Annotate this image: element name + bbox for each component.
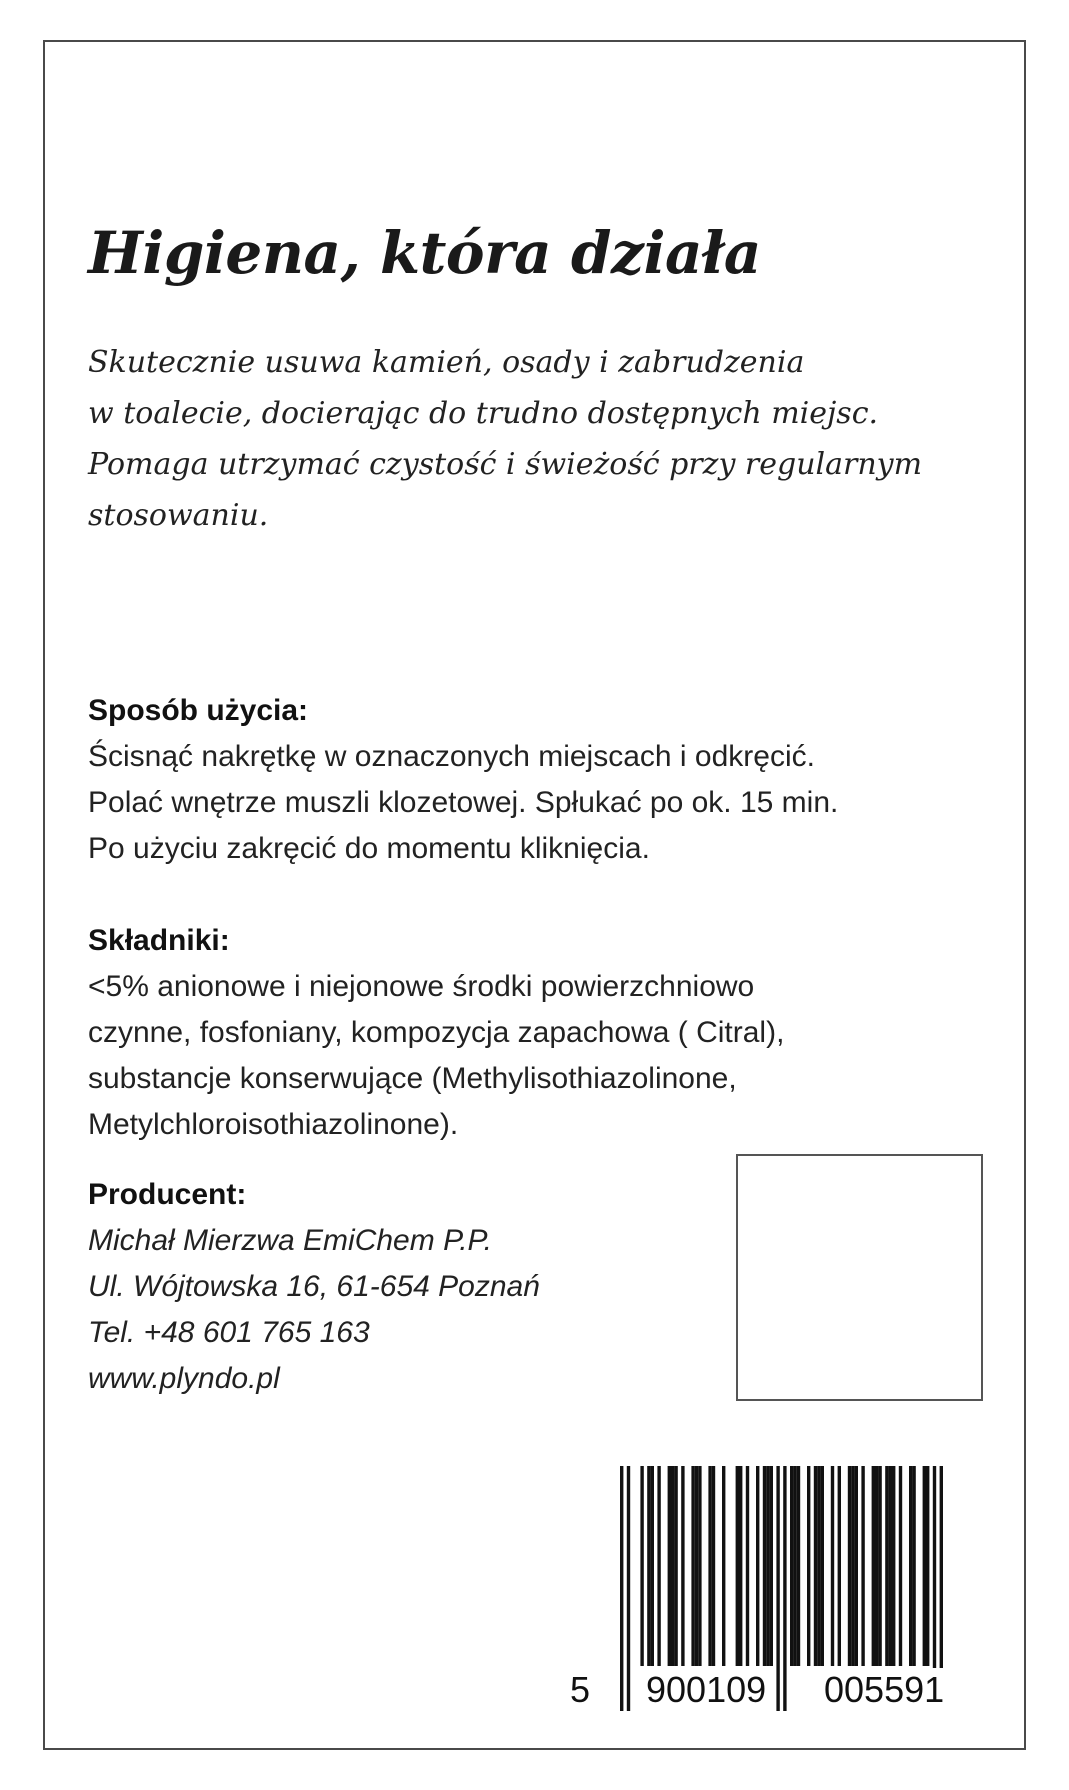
usage-line: Ścisnąć nakrętkę w oznaczonych miejscach i odkręcić. — [88, 740, 815, 773]
intro-line: Pomaga utrzymać czystość i świeżość przy regularnym — [88, 447, 923, 482]
barcode-bar — [783, 1466, 786, 1711]
ingredients-section — [88, 918, 968, 1148]
barcode-bar — [821, 1466, 824, 1666]
barcode-bar — [831, 1466, 834, 1666]
qr-code-placeholder — [736, 1154, 983, 1401]
barcode-bar — [912, 1466, 915, 1666]
barcode-bar — [668, 1466, 671, 1666]
barcode-bar — [657, 1466, 660, 1666]
barcode-bar — [647, 1466, 650, 1666]
barcode-bar — [793, 1466, 796, 1666]
barcode-bar — [797, 1466, 800, 1666]
producer-website: www.plyndo.pl — [88, 1362, 280, 1395]
barcode-bar — [691, 1466, 694, 1666]
barcode-bar — [736, 1466, 739, 1666]
barcode-bar — [872, 1466, 875, 1666]
barcode-bar — [889, 1466, 892, 1666]
barcode-bar — [620, 1466, 623, 1711]
barcode-left-group: 900109 — [646, 1669, 767, 1710]
barcode-bar — [698, 1466, 701, 1666]
barcode-bar — [878, 1466, 881, 1666]
barcode-bar — [851, 1466, 854, 1666]
barcode-bar — [766, 1466, 769, 1666]
ingredients-line: substancje konserwujące (Methylisothiazolinone, — [88, 1062, 737, 1095]
barcode-bar — [674, 1466, 677, 1666]
barcode-bar — [817, 1466, 820, 1666]
intro-line: stosowaniu. — [88, 498, 269, 533]
barcode-bar — [627, 1466, 630, 1711]
barcode-bar — [712, 1466, 715, 1666]
barcode-right-group: 005591 — [824, 1669, 945, 1710]
usage-heading: Sposób użycia: — [88, 694, 309, 727]
producer-address: Ul. Wójtowska 16, 61-654 Poznań — [88, 1270, 540, 1303]
producer-name: Michał Mierzwa EmiChem P.P. — [88, 1224, 493, 1257]
barcode-bar — [722, 1466, 725, 1666]
barcode-first-digit: 5 — [570, 1669, 591, 1710]
barcode-bar — [651, 1466, 654, 1666]
barcode-bar — [763, 1466, 766, 1666]
barcode-bar — [861, 1466, 864, 1666]
barcode-bar — [671, 1466, 674, 1666]
barcode-bar — [855, 1466, 858, 1666]
ingredients-line: <5% anionowe i niejonowe środki powierzchniowo — [88, 970, 755, 1003]
barcode-bar — [756, 1466, 759, 1666]
barcode-bar — [640, 1466, 643, 1666]
intro-line: w toalecie, docierając do trudno dostępnych miejsc. — [88, 396, 879, 431]
intro-line: Skutecznie usuwa kamień, osady i zabrudzenia — [88, 345, 805, 380]
barcode-bar — [892, 1466, 895, 1666]
barcode-bar — [776, 1466, 779, 1711]
barcode-bar — [923, 1466, 926, 1666]
usage-line: Po użyciu zakręcić do momentu kliknięcia. — [88, 832, 650, 865]
intro-paragraph — [88, 337, 988, 541]
barcode-bar — [909, 1466, 912, 1666]
ingredients-line: Metylchloroisothiazolinone). — [88, 1108, 459, 1141]
ingredients-line: czynne, fosfoniany, kompozycja zapachowa ( Citral), — [88, 1016, 785, 1049]
barcode-bar — [875, 1466, 878, 1666]
barcode-bar — [695, 1466, 698, 1666]
producer-heading: Producent: — [88, 1178, 247, 1211]
barcode-bar — [770, 1466, 773, 1666]
barcode-bar — [739, 1466, 742, 1666]
barcode-bar — [848, 1466, 851, 1666]
barcode-bar — [814, 1466, 817, 1666]
barcode-bar — [899, 1466, 902, 1666]
barcode-bar — [885, 1466, 888, 1666]
ingredients-heading: Składniki: — [88, 924, 230, 957]
barcode-bar — [926, 1466, 929, 1666]
barcode-bar — [708, 1466, 711, 1666]
barcode-bar — [790, 1466, 793, 1666]
barcode-bar — [681, 1466, 684, 1666]
usage-line: Polać wnętrze muszli klozetowej. Spłukać po ok. 15 min. — [88, 786, 839, 819]
headline: Higiena, która działa — [88, 219, 761, 287]
barcode-bar — [746, 1466, 749, 1666]
barcode-bar — [838, 1466, 841, 1666]
barcode-bar — [807, 1466, 810, 1666]
producer-phone: Tel. +48 601 765 163 — [88, 1316, 370, 1349]
usage-section — [88, 688, 968, 872]
